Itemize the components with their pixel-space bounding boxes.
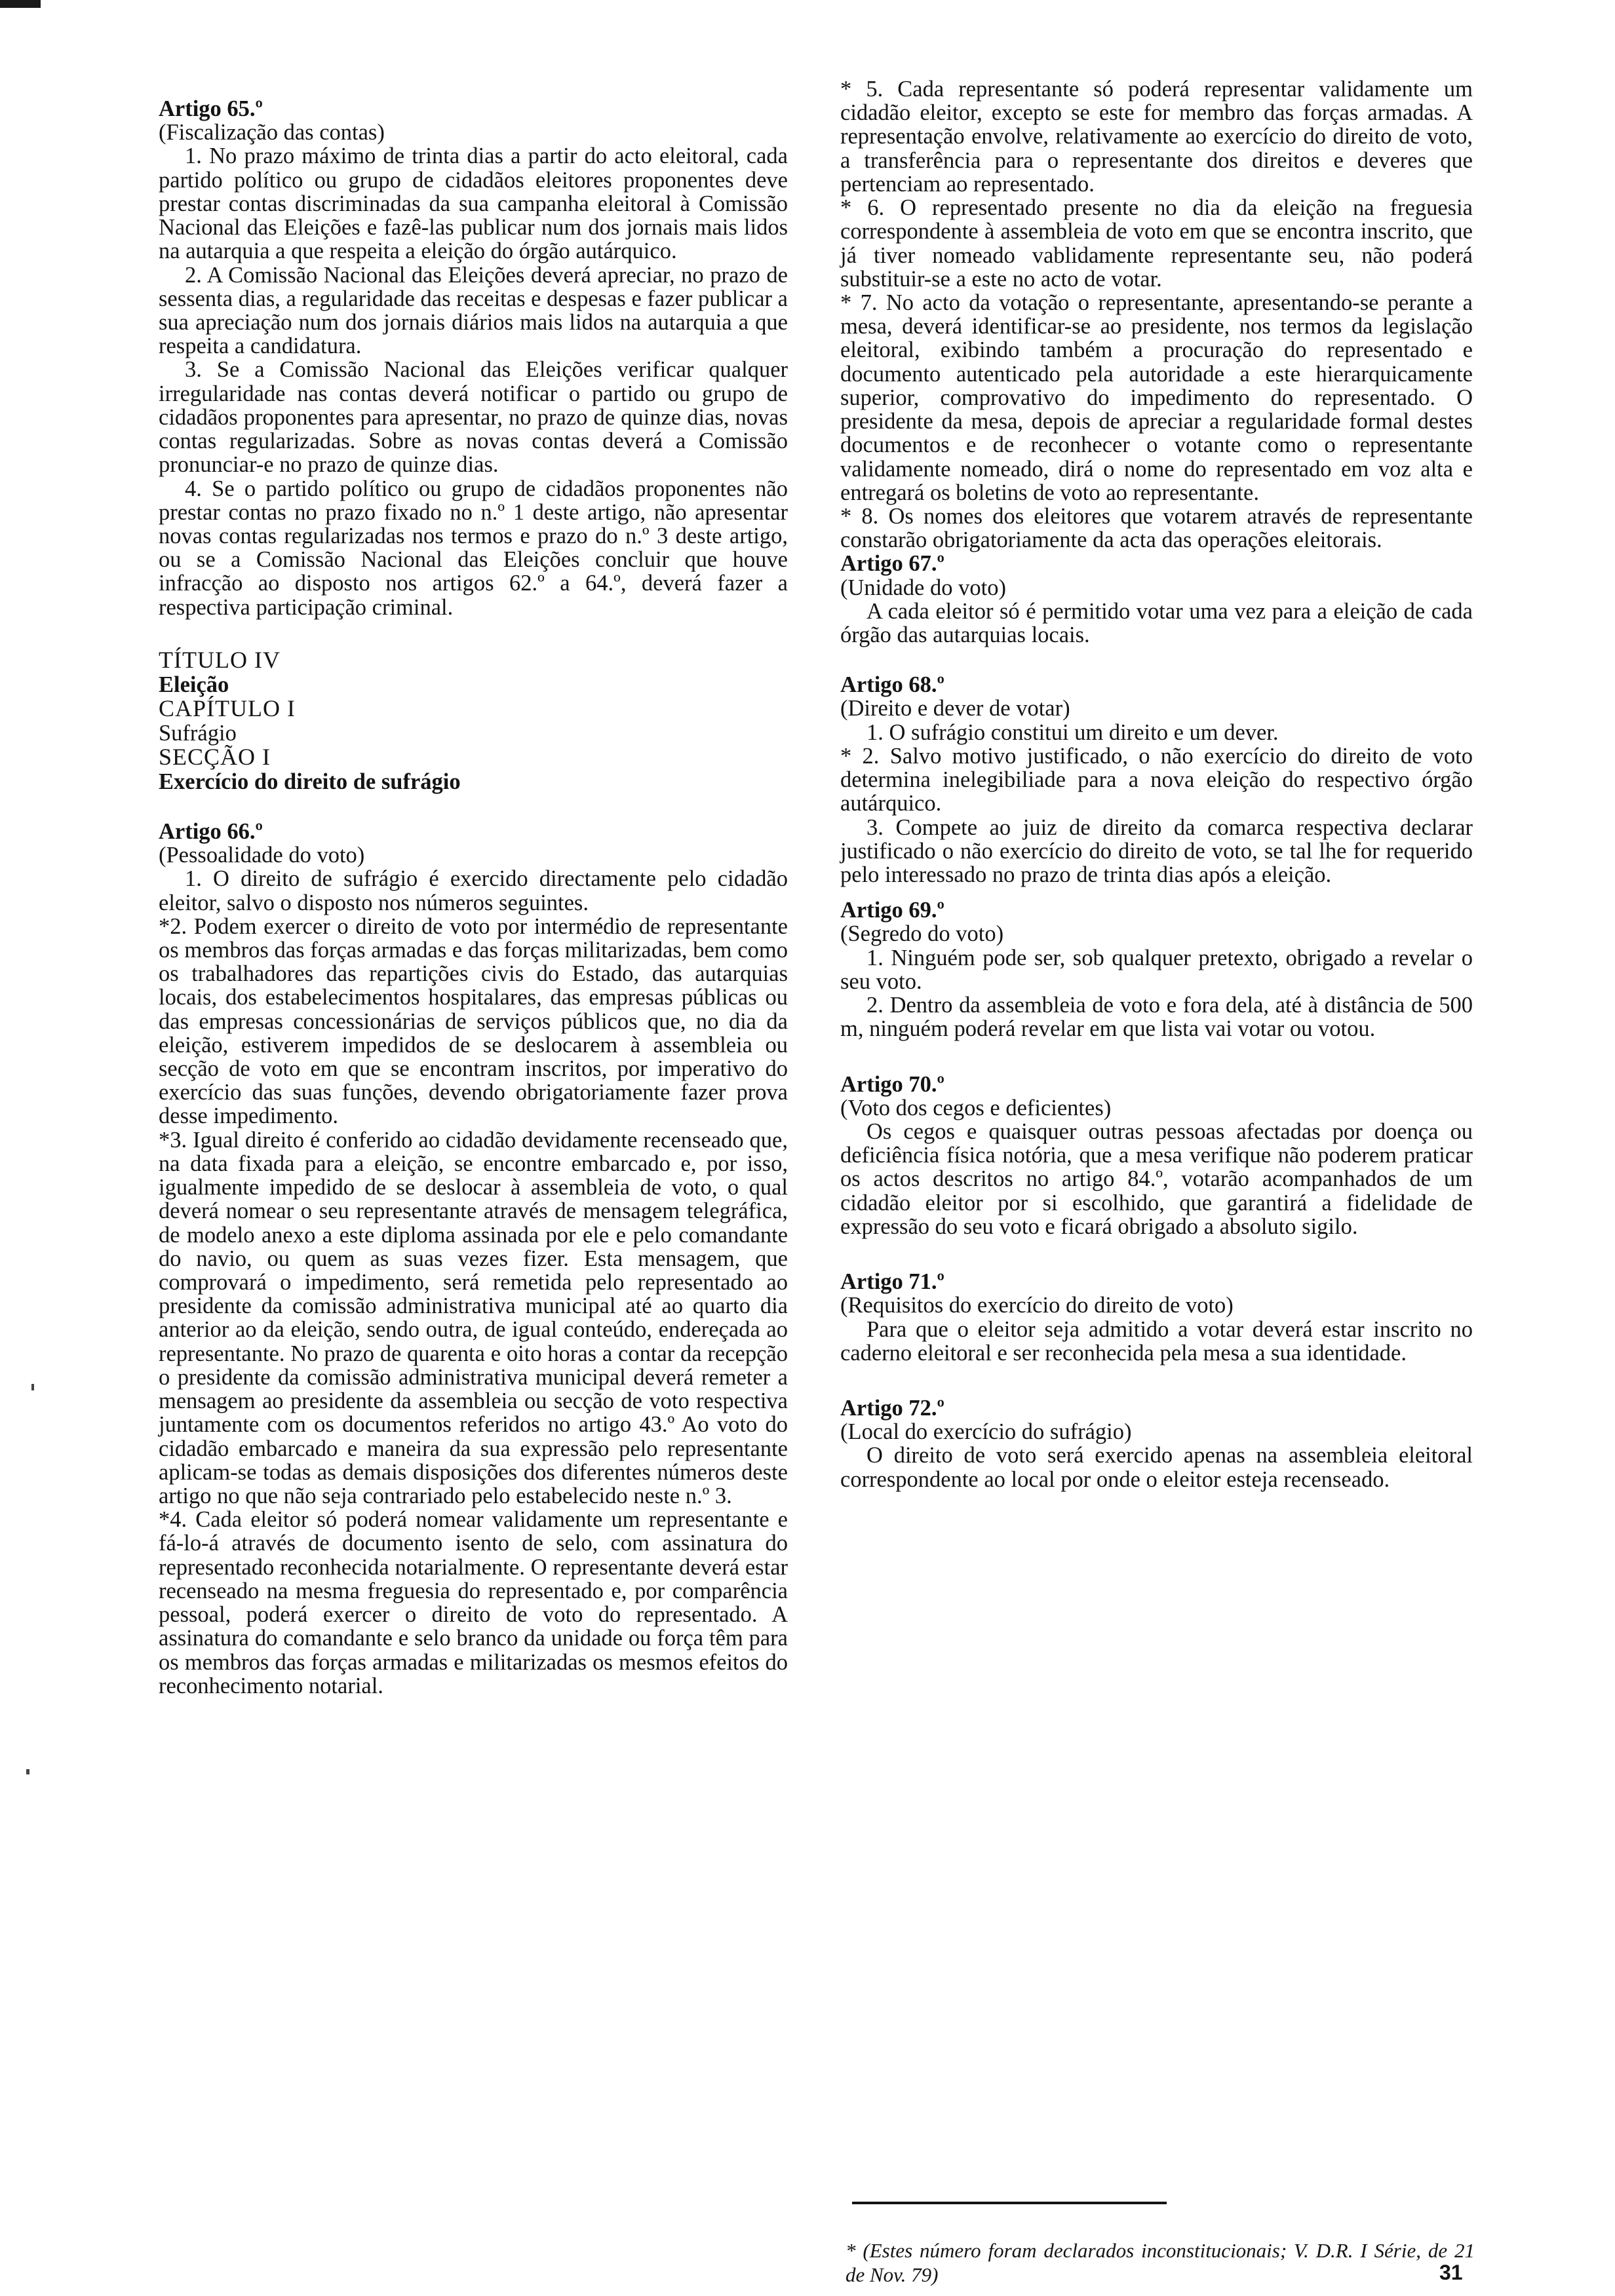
article-title: Artigo 68.º bbox=[840, 672, 944, 698]
chapter-name: Sufrágio bbox=[159, 720, 237, 746]
scan-speck bbox=[31, 1384, 34, 1390]
section-name: Exercício do direito de sufrágio bbox=[159, 769, 461, 794]
article-subtitle: (Fiscalização das contas) bbox=[159, 120, 385, 145]
paragraph: 2. A Comissão Nacional das Eleições deverá apreciar, no prazo de sessenta dias, a regularidade das receitas e despesas e fazer publicar a sua apreciação num dos jornais diários mais lidos na autarquia a que respeita a candidatura. bbox=[159, 262, 788, 359]
paragraph: 3. Se a Comissão Nacional das Eleições verificar qualquer irregularidade nas contas deverá notificar o partido ou grupo de cidadãos proponentes para apresentar, no prazo de quinze dias, novas contas regularizadas. Sobre as novas contas deverá a Comissão pronunciar-e no prazo de quinze dias. bbox=[159, 357, 788, 478]
paragraph: * 7. No acto da votação o representante, apresentando-se perante a mesa, deverá identificar-se ao presidente, nos termos da legislação eleitoral, exibindo também a procuração do representado e documento autenticado pela autoridade a este hierarquicamente superior, comprovativo do impedimento do representado. O presidente da mesa, depois de apreciar a regularidade formal destes documentos e de reconhecer o votante como o representante validamente nomeado, dirá o nome do representado em voz alta e entregará os boletins de voto ao representante. bbox=[840, 290, 1473, 505]
chapter-heading: CAPÍTULO I bbox=[159, 695, 296, 721]
paragraph: *2. Podem exercer o direito de voto por intermédio de representante os membros das forças armadas e das forças militarizadas, bem como os trabalhadores das repartições civis do Estado, das autarquias locais, dos estabelecimentos hospitalares, das empresas públicas ou das empresas concessionárias de serviços públicos que, no dia da eleição, estiverem impedidos de se deslocarem à assembleia ou secção de voto em que se encontram inscritos, por imperativo do exercício das suas funções, devendo obrigatoriamente fazer prova desse impedimento. bbox=[159, 913, 788, 1129]
article-title: Artigo 66.º bbox=[159, 818, 263, 844]
paragraph: * 8. Os nomes dos eleitores que votarem através de representante constarão obrigatoriamente da acta das operações eleitorais. bbox=[840, 503, 1473, 553]
left-column bbox=[159, 77, 788, 1698]
paragraph: 2. Dentro da assembleia de voto e fora dela, até à distância de 500 m, ninguém poderá revelar em que lista vai votar ou votou. bbox=[840, 993, 1473, 1042]
paragraph: Os cegos e quaisquer outras pessoas afectadas por doença ou deficiência física notória, que a mesa verifique não poderem praticar os actos descritos no artigo 84.º, votarão acompanhados de um cidadão eleitor por si escolhido, que garantirá a fidelidade de expressão do seu voto e ficará obrigado a absoluto sigilo. bbox=[840, 1119, 1473, 1239]
paragraph: 1. No prazo máximo de trinta dias a partir do acto eleitoral, cada partido político ou grupo de cidadãos eleitores proponentes deve prestar contas discriminadas da sua campanha eleitoral à Comissão Nacional das Eleições e fazê-las publicar num dos jornais mais lidos na autarquia a que respeita a eleição do órgão autárquico. bbox=[159, 144, 788, 264]
right-column bbox=[840, 77, 1473, 1491]
article-subtitle: (Local do exercício do sufrágio) bbox=[840, 1419, 1132, 1445]
title-heading: TÍTULO IV bbox=[159, 646, 281, 673]
paragraph: * 2. Salvo motivo justificado, o não exercício do direito de voto determina inelegibiliade para a nova eleição do respectivo órgão autárquico. bbox=[840, 743, 1473, 816]
paragraph: *3. Igual direito é conferido ao cidadão devidamente recenseado que, na data fixada para a eleição, se encontre embarcado e, por isso, igualmente impedido de se deslocar à assembleia de voto, o qual deverá nomear o seu representante através de mensagem telegráfica, de modelo anexo a este diploma assinada por ele e pelo comandante do navio, ou quem as suas vezes fizer. Esta mensagem, que comprovará o impedimento, será remetida pelo representado ao presidente da comissão administrativa municipal até ao quarto dia anterior ao da eleição, sendo outra, de igual conteúdo, endereçada ao representante. No prazo de quarenta e oito horas a contar da recepção o presidente da comissão administrativa municipal deverá remeter a mensagem ao presidente da assembleia ou secção de voto respectiva juntamente com os documentos referidos no artigo 43.º Ao voto do cidadão embarcado e maneira da sua expressão pelo representante aplicam-se todas as demais disposições dos diferentes números deste artigo no que não seja contrariado pelo estabelecido neste n.º 3. bbox=[159, 1127, 788, 1508]
footnote: * (Estes número foram declarados inconstitucionais; V. D.R. I Série, de 21 de Nov. 79) bbox=[846, 2239, 1475, 2287]
paragraph: 3. Compete ao juiz de direito da comarca respectiva declarar justificado o não exercício do direito de voto, se tal lhe for requerido pelo interessado no prazo de trinta dias após a eleição. bbox=[840, 814, 1473, 887]
scan-speck bbox=[26, 1769, 29, 1774]
paragraph: 1. O direito de sufrágio é exercido directamente pelo cidadão eleitor, salvo o disposto nos números seguintes. bbox=[159, 866, 788, 915]
scan-corner-mark bbox=[0, 0, 41, 8]
article-subtitle: (Pessoalidade do voto) bbox=[159, 843, 365, 868]
footnote-divider bbox=[852, 2202, 1167, 2204]
article-subtitle: (Unidade do voto) bbox=[840, 575, 1006, 600]
article-subtitle: (Segredo do voto) bbox=[840, 921, 1004, 947]
paragraph: * 5. Cada representante só poderá representar validamente um cidadão eleitor, excepto se este for membro das forças armadas. A representação envolve, relativamente ao exercício do direito de voto, a transferência para o representante dos direitos e deveres que pertenciam ao representado. bbox=[840, 77, 1473, 197]
page-number: 31 bbox=[1439, 2261, 1463, 2284]
article-title: Artigo 70.º bbox=[840, 1071, 944, 1097]
article-subtitle: (Requisitos do exercício do direito de voto) bbox=[840, 1293, 1234, 1318]
article-title: Artigo 65.º bbox=[159, 96, 263, 121]
article-title: Artigo 67.º bbox=[840, 551, 944, 577]
article-title: Artigo 72.º bbox=[840, 1395, 944, 1421]
section-heading: SECÇÃO I bbox=[159, 743, 271, 770]
article-title: Artigo 69.º bbox=[840, 898, 944, 923]
article-subtitle: (Voto dos cegos e deficientes) bbox=[840, 1095, 1112, 1120]
paragraph: Para que o eleitor seja admitido a votar deverá estar inscrito no caderno eleitoral e ser reconhecida pela mesa a sua identidade. bbox=[840, 1316, 1473, 1366]
paragraph: A cada eleitor só é permitido votar uma vez para a eleição de cada órgão das autarquias locais. bbox=[840, 598, 1473, 648]
paragraph: *4. Cada eleitor só poderá nomear validamente um representante e fá-lo-á através de documento isento de selo, com assinatura do representado reconhecida notarialmente. O representante deverá estar recenseado na mesma freguesia do representado e, por comparência pessoal, poderá exercer o direito de voto do representado. A assinatura do comandante e selo branco da unidade ou força têm para os membros das forças armadas e militarizadas os mesmos efeitos do reconhecimento notarial. bbox=[159, 1507, 788, 1698]
paragraph: 4. Se o partido político ou grupo de cidadãos proponentes não prestar contas no prazo fixado no n.º 1 deste artigo, não apresentar novas contas regularizadas nos termos e prazo do n.º 3 deste artigo, ou se a Comissão Nacional das Eleições concluir que houve infracção ao disposto nos artigos 62.º a 64.º, deverá fazer a respectiva participação criminal. bbox=[159, 476, 788, 620]
paragraph: 1. Ninguém pode ser, sob qualquer pretexto, obrigado a revelar o seu voto. bbox=[840, 945, 1473, 994]
article-subtitle: (Direito e dever de votar) bbox=[840, 696, 1070, 721]
paragraph: 1. O sufrágio constitui um direito e um dever. bbox=[866, 719, 1279, 745]
article-title: Artigo 71.º bbox=[840, 1269, 944, 1295]
paragraph: * 6. O representado presente no dia da eleição na freguesia correspondente à assembleia de voto em que se encontra inscrito, que já tiver nomeado vablidamente representante seu, não poderá substituir-se a este no acto de votar. bbox=[840, 195, 1473, 292]
title-name: Eleição bbox=[159, 672, 229, 697]
paragraph: O direito de voto será exercido apenas na assembleia eleitoral correspondente ao local por onde o eleitor esteja recenseado. bbox=[840, 1443, 1473, 1492]
